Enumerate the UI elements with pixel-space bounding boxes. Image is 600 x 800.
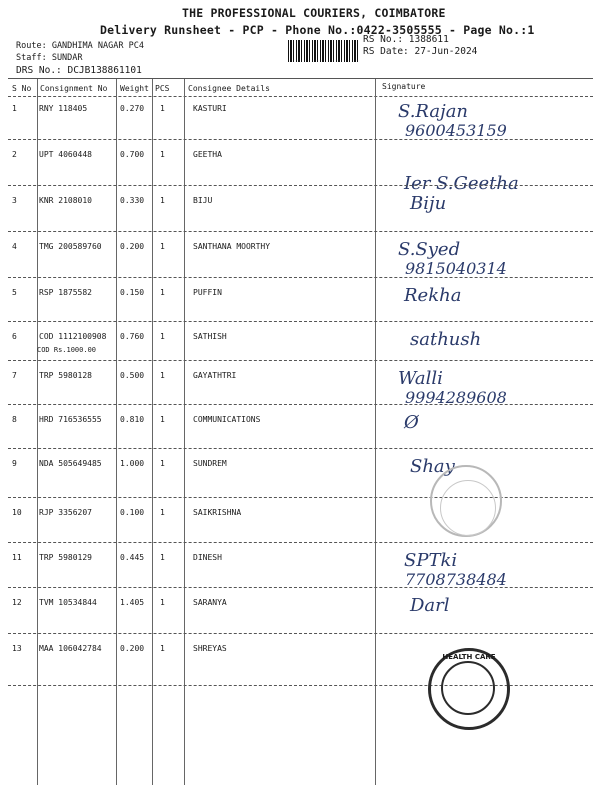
- handwritten-signature: Walli: [398, 368, 443, 389]
- row-divider: [8, 497, 593, 498]
- row-weight: 1.000: [120, 459, 145, 468]
- row-consignee: KASTURI: [193, 104, 227, 113]
- stamp-text: HEALTH CARE: [442, 653, 496, 661]
- row-pcs: 1: [160, 150, 165, 159]
- row-consignee: SUNDREM: [193, 459, 227, 468]
- row-sno: 11: [12, 553, 22, 562]
- handwritten-signature: Darl: [410, 595, 450, 616]
- row-weight: 0.700: [120, 150, 145, 159]
- row-consignee: DINESH: [193, 553, 222, 562]
- row-weight: 0.445: [120, 553, 145, 562]
- rubber-stamp-faint-inner: [440, 480, 496, 536]
- row-consignment: HRD 716536555: [39, 415, 102, 424]
- row-pcs: 1: [160, 508, 165, 517]
- row-pcs: 1: [160, 644, 165, 653]
- handwritten-phone: 9994289608: [405, 388, 507, 407]
- row-weight: 0.330: [120, 196, 145, 205]
- row-sno: 12: [12, 598, 22, 607]
- row-divider: [8, 404, 593, 405]
- row-consignment: COD 1112100908: [39, 332, 107, 341]
- handwritten-phone: 9815040314: [405, 259, 507, 278]
- row-consignment: MAA 106042784: [39, 644, 102, 653]
- col-weight: Weight: [120, 84, 149, 93]
- row-pcs: 1: [160, 553, 165, 562]
- handwritten-signature: sathush: [410, 329, 482, 350]
- row-weight: 0.200: [120, 644, 145, 653]
- row-consignee: PUFFIN: [193, 288, 222, 297]
- row-consignee: SAIKRISHNA: [193, 508, 242, 517]
- col-consignee: Consignee Details: [188, 84, 270, 93]
- runsheet-title: Delivery Runsheet - PCP - Phone No.:0422-3505555 - Page No.:1: [100, 23, 535, 37]
- row-pcs: 1: [160, 288, 165, 297]
- row-sno: 13: [12, 644, 22, 653]
- rubber-stamp: [428, 648, 510, 730]
- row-weight: 0.200: [120, 242, 145, 251]
- row-pcs: 1: [160, 104, 165, 113]
- row-consignment: TMG 200589760: [39, 242, 102, 251]
- row-sno: 9: [12, 459, 17, 468]
- row-consignee: SARANYA: [193, 598, 227, 607]
- route-label: Route: GANDHIMA NAGAR PC4: [16, 41, 144, 51]
- row-divider: [8, 277, 593, 278]
- row-consignee: SHREYAS: [193, 644, 227, 653]
- row-pcs: 1: [160, 196, 165, 205]
- row-divider: [8, 231, 593, 232]
- row-consignment: NDA 505649485: [39, 459, 102, 468]
- handwritten-signature: S.Rajan: [398, 101, 469, 122]
- row-consignee: COMMUNICATIONS: [193, 415, 261, 424]
- row-consignment: KNR 2108010: [39, 196, 92, 205]
- row-divider: [8, 360, 593, 361]
- row-weight: 0.500: [120, 371, 145, 380]
- row-cod-note: COD Rs.1000.00: [37, 346, 97, 354]
- row-pcs: 1: [160, 242, 165, 251]
- row-pcs: 1: [160, 371, 165, 380]
- row-divider: [8, 633, 593, 634]
- handwritten-signature: Ø: [404, 412, 419, 433]
- handwritten-signature: Rekha: [404, 285, 462, 306]
- row-consignment: TRP 5980128: [39, 371, 92, 380]
- row-consignee: GEETHA: [193, 150, 222, 159]
- row-divider: [8, 321, 593, 322]
- row-pcs: 1: [160, 598, 165, 607]
- row-sno: 3: [12, 196, 17, 205]
- row-weight: 0.810: [120, 415, 145, 424]
- row-divider: [8, 185, 593, 186]
- handwritten-signature: S.Syed: [398, 239, 461, 260]
- table-top-rule: [8, 78, 593, 79]
- row-weight: 0.270: [120, 104, 145, 113]
- table-header-rule: [8, 96, 593, 97]
- row-pcs: 1: [160, 459, 165, 468]
- col-consignment: Consignment No: [40, 84, 108, 93]
- staff-label: Staff: SUNDAR: [16, 53, 83, 63]
- row-divider: [8, 542, 593, 543]
- row-sno: 1: [12, 104, 17, 113]
- row-weight: 1.405: [120, 598, 145, 607]
- row-sno: 8: [12, 415, 17, 424]
- barcode: [288, 40, 358, 62]
- drs-number: DRS No.: DCJB138861101: [16, 65, 142, 76]
- handwritten-signature: Ier S.Geetha: [404, 173, 519, 194]
- row-consignee: SATHISH: [193, 332, 227, 341]
- row-consignee: GAYATHTRI: [193, 371, 237, 380]
- handwritten-signature: SPTki: [404, 550, 458, 571]
- row-divider: [8, 139, 593, 140]
- handwritten-phone: 9600453159: [405, 121, 507, 140]
- row-sno: 10: [12, 508, 22, 517]
- row-sno: 4: [12, 242, 17, 251]
- row-weight: 0.100: [120, 508, 145, 517]
- row-consignment: RJP 3356207: [39, 508, 92, 517]
- handwritten-phone: 7708738484: [405, 570, 507, 589]
- row-consignment: RNY 118405: [39, 104, 88, 113]
- col-sno: S No: [12, 84, 32, 93]
- row-weight: 0.150: [120, 288, 145, 297]
- row-consignee: SANTHANA MOORTHY: [193, 242, 271, 251]
- row-divider: [8, 448, 593, 449]
- company-title: THE PROFESSIONAL COURIERS, COIMBATORE: [182, 6, 446, 20]
- row-divider: [8, 587, 593, 588]
- row-consignment: UPT 4060448: [39, 150, 92, 159]
- row-pcs: 1: [160, 332, 165, 341]
- row-consignment: RSP 1875582: [39, 288, 92, 297]
- rs-date: RS Date: 27-Jun-2024: [363, 46, 478, 57]
- row-consignment: TRP 5980129: [39, 553, 92, 562]
- rs-number: RS No.: 1388611: [363, 34, 449, 45]
- row-consignee: BIJU: [193, 196, 213, 205]
- row-sno: 5: [12, 288, 17, 297]
- handwritten-signature: Shay: [410, 456, 455, 477]
- row-weight: 0.760: [120, 332, 145, 341]
- col-pcs: PCS: [155, 84, 170, 93]
- row-consignment: TVM 10534844: [39, 598, 97, 607]
- col-signature: Signature: [382, 82, 426, 91]
- row-pcs: 1: [160, 415, 165, 424]
- row-sno: 7: [12, 371, 17, 380]
- row-sno: 6: [12, 332, 17, 341]
- handwritten-signature: Biju: [410, 193, 447, 214]
- row-sno: 2: [12, 150, 17, 159]
